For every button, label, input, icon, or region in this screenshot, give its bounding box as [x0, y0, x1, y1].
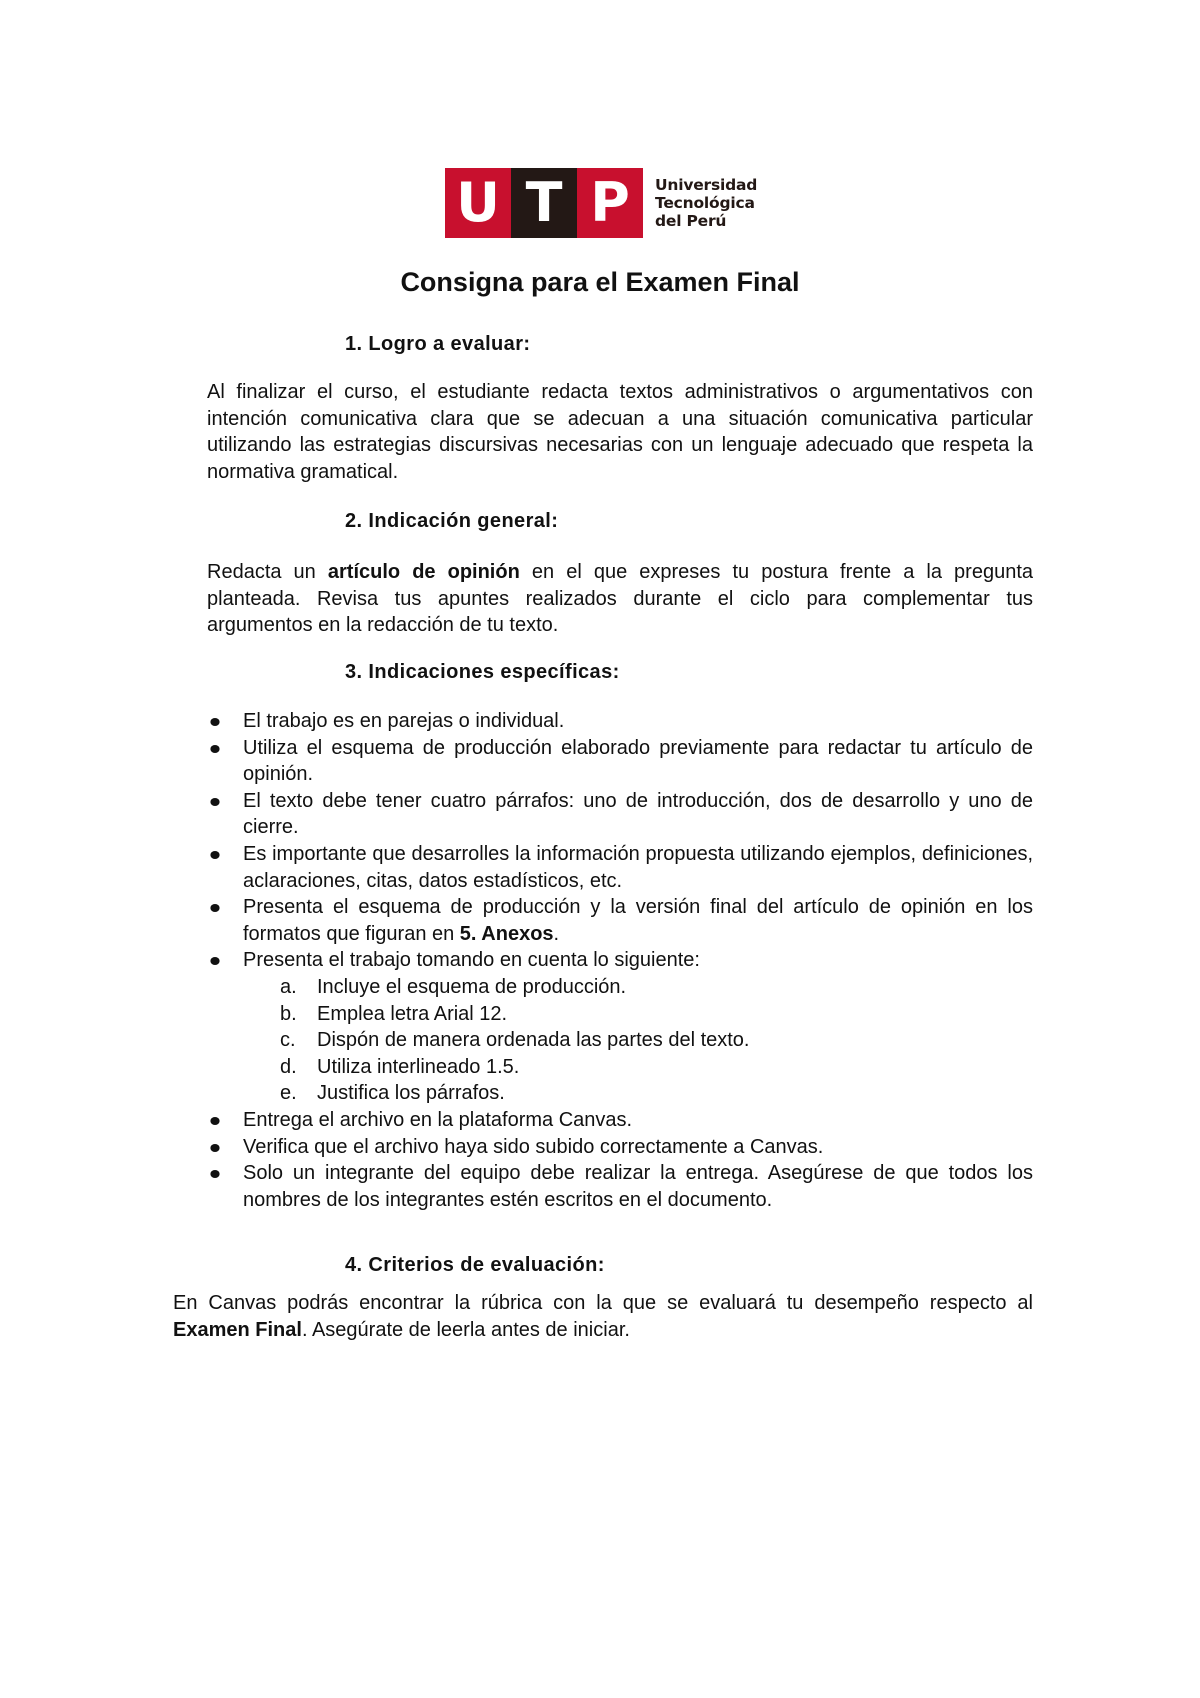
sublist-item — [243, 1001, 1033, 1028]
section-heading-logro: 1. Logro a evaluar: — [345, 333, 531, 355]
criterios-text-before: En Canvas podrás encontrar la rúbrica con la que se evaluará tu desempeño respecto al — [173, 1292, 1033, 1314]
list-item — [207, 841, 1033, 894]
list-item-text: . — [553, 922, 560, 945]
list-item-text: Verifica que el archivo haya sido subido correctamente a Canvas. — [243, 1135, 824, 1158]
indicacion-text-after: en el que expreses tu postura frente a la pregunta planteada. Revisa tus apuntes realizados durante el ciclo para complementar tus argumentos en la redacción de tu texto. — [207, 561, 1034, 636]
criterios-text-after: . Asegúrate de leerla antes de iniciar. — [301, 1318, 630, 1341]
list-item — [207, 708, 1033, 735]
sublist-letter: e. — [280, 1082, 297, 1105]
format-sublist — [243, 974, 1033, 1107]
sublist-text: Emplea letra Arial 12. — [317, 1002, 508, 1025]
list-item — [207, 1107, 1033, 1134]
utp-logo — [445, 168, 757, 238]
list-item — [207, 947, 1033, 1107]
list-item-text: Entrega el archivo en la plataforma Canvas. — [243, 1108, 633, 1131]
list-item-text: El trabajo es en parejas o individual. — [243, 710, 565, 732]
sublist-item — [243, 974, 1033, 1001]
sublist-letter: b. — [280, 1002, 297, 1025]
sublist-text: Dispón de manera ordenada las partes del texto. — [317, 1029, 750, 1052]
list-item-text: Presenta el esquema de producción y la versión final del artículo de opinión en los formatos que figuran en — [243, 896, 1033, 945]
sublist-text: Incluye el esquema de producción. — [317, 975, 627, 998]
section-heading-especificas: 3. Indicaciones específicas: — [345, 661, 620, 683]
logo-letter-t: T — [511, 168, 577, 238]
indicacion-paragraph — [207, 559, 1033, 639]
bullet-icon — [210, 798, 219, 806]
sublist-item — [243, 1054, 1033, 1081]
list-item — [207, 894, 1033, 947]
list-item — [207, 788, 1033, 841]
bullet-icon — [210, 904, 219, 912]
list-item — [207, 1134, 1033, 1161]
list-item-text: Es importante que desarrolles la información propuesta utilizando ejemplos, definiciones, aclaraciones, citas, datos estadísticos, etc. — [243, 842, 1033, 892]
list-item-text: Solo un integrante del equipo debe realizar la entrega. Asegúrese de que todos los nombres de los integrantes estén escritos en el documento. — [243, 1162, 1033, 1211]
sublist-item — [243, 1080, 1033, 1107]
logo-text-line: Universidad — [655, 176, 758, 194]
logo-text-line: del Perú — [655, 212, 727, 230]
bullet-icon — [210, 1144, 219, 1152]
logo-letter-u: U — [445, 168, 511, 238]
list-item-text: Utiliza el esquema de producción elaborado previamente para redactar tu artículo de opinión. — [243, 736, 1033, 786]
logo-text-line: Tecnológica — [655, 194, 755, 212]
sublist-item — [243, 1027, 1033, 1054]
indicacion-text-before: Redacta un — [207, 561, 328, 583]
criterios-paragraph — [173, 1290, 1033, 1343]
bullet-icon — [210, 718, 219, 726]
section-heading-indicacion: 2. Indicación general: — [345, 510, 559, 532]
page-title: Consigna para el Examen Final — [400, 267, 800, 297]
sublist-letter: d. — [280, 1055, 297, 1078]
sublist-letter: a. — [280, 975, 297, 998]
sublist-text: Utiliza interlineado 1.5. — [317, 1055, 520, 1078]
list-item — [207, 735, 1033, 788]
list-item — [207, 1160, 1033, 1213]
logo-letter-p: P — [577, 168, 643, 238]
bullet-icon — [210, 851, 219, 859]
bullet-icon — [210, 957, 219, 965]
logo-letter-blocks — [445, 168, 643, 238]
section-heading-criterios: 4. Criterios de evaluación: — [345, 1254, 605, 1276]
specific-instructions-list — [207, 708, 1033, 1213]
bullet-icon — [210, 745, 219, 753]
anexos-reference: 5. Anexos — [459, 922, 554, 945]
bullet-icon — [210, 1117, 219, 1125]
list-item-text: El texto debe tener cuatro párrafos: uno de introducción, dos de desarrollo y uno de cierre. — [243, 789, 1033, 839]
list-item-text: Presenta el trabajo tomando en cuenta lo siguiente: — [243, 949, 700, 972]
bullet-icon — [210, 1170, 219, 1178]
logro-paragraph: Al finalizar el curso, el estudiante redacta textos administrativos o argumentativos con intención comunicativa clara que se adecuan a una situación comunicativa particular utilizando las estrategias discursivas necesarias con un lenguaje adecuado que respeta la normativa gramatical. — [207, 381, 1033, 483]
indicacion-text-bold: artículo de opinión — [327, 561, 520, 583]
sublist-text: Justifica los párrafos. — [317, 1082, 505, 1105]
sublist-letter: c. — [280, 1029, 296, 1052]
criterios-text-bold: Examen Final — [173, 1318, 302, 1341]
logo-university-name — [655, 176, 757, 230]
